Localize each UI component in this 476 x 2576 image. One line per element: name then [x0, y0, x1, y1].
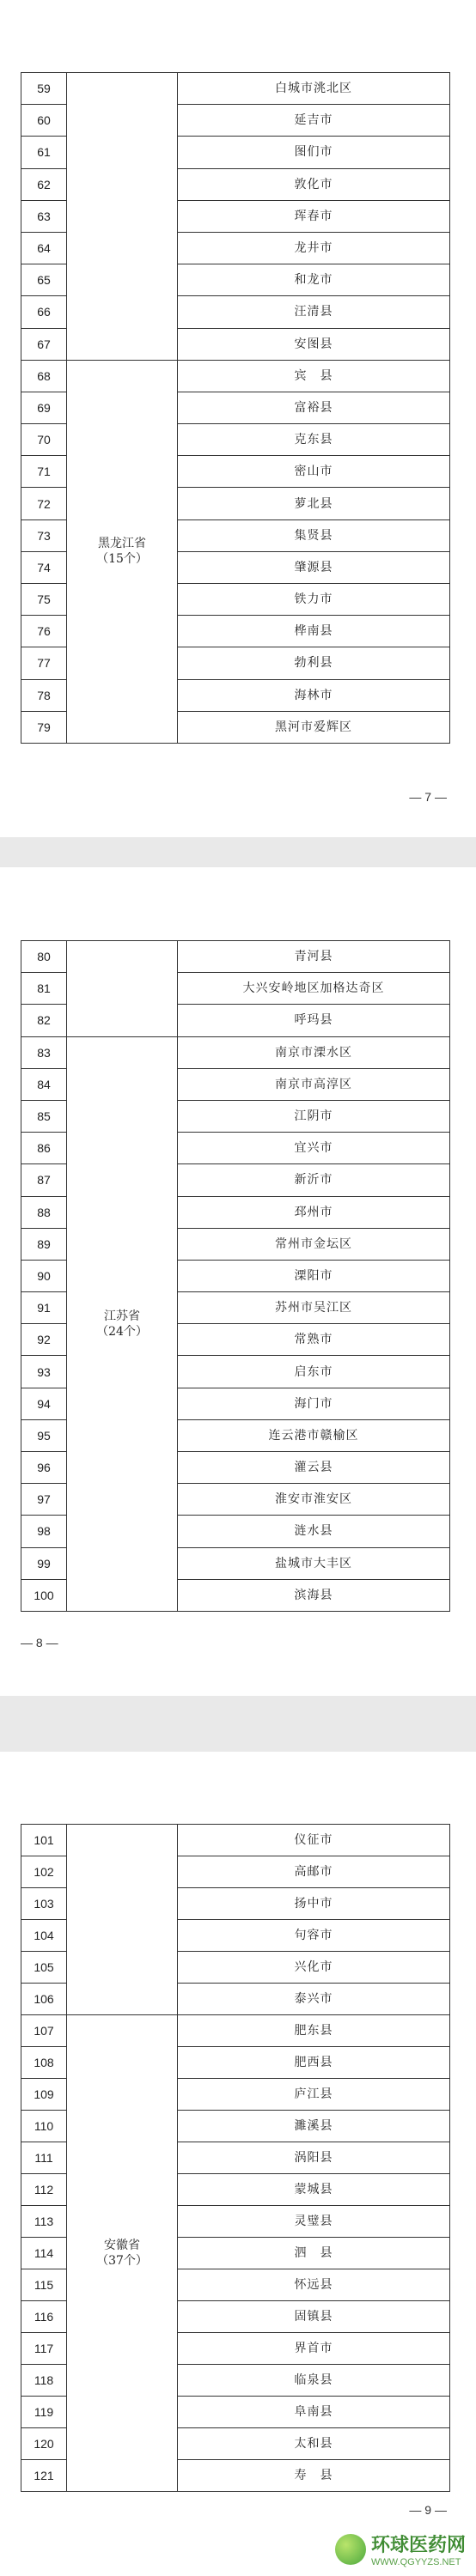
row-number: 59 — [21, 73, 67, 105]
row-number: 70 — [21, 424, 67, 456]
province-cell-prev — [67, 941, 178, 1037]
row-number: 74 — [21, 551, 67, 583]
row-number: 102 — [21, 1856, 67, 1888]
row-number: 84 — [21, 1068, 67, 1100]
site-watermark — [335, 2530, 466, 2567]
county-name: 常熟市 — [178, 1324, 450, 1356]
row-number: 89 — [21, 1228, 67, 1260]
county-name: 呼玛县 — [178, 1005, 450, 1036]
province-count: （15个） — [96, 552, 148, 567]
row-number: 60 — [21, 105, 67, 137]
county-name: 高邮市 — [178, 1856, 450, 1888]
county-name: 庐江县 — [178, 2079, 450, 2111]
row-number: 66 — [21, 296, 67, 328]
row-number: 98 — [21, 1516, 67, 1547]
row-number: 105 — [21, 1952, 67, 1984]
document-page-9 — [0, 1752, 476, 2576]
row-number: 112 — [21, 2174, 67, 2206]
county-name: 泗 县 — [178, 2238, 450, 2269]
row-number: 81 — [21, 973, 67, 1005]
row-number: 82 — [21, 1005, 67, 1036]
row-number: 107 — [21, 2015, 67, 2047]
county-name: 涡阳县 — [178, 2142, 450, 2174]
row-number: 68 — [21, 360, 67, 392]
county-name: 固镇县 — [178, 2301, 450, 2333]
county-table-page-9 — [21, 1824, 450, 2492]
row-number: 88 — [21, 1196, 67, 1228]
row-number: 75 — [21, 584, 67, 616]
row-number: 86 — [21, 1133, 67, 1164]
row-number: 120 — [21, 2428, 67, 2460]
row-number: 99 — [21, 1547, 67, 1579]
county-name: 蒙城县 — [178, 2174, 450, 2206]
row-number: 73 — [21, 519, 67, 551]
row-number: 63 — [21, 200, 67, 232]
county-name: 富裕县 — [178, 392, 450, 423]
row-number: 72 — [21, 488, 67, 519]
county-name: 桦南县 — [178, 616, 450, 647]
row-number: 61 — [21, 137, 67, 168]
row-number: 90 — [21, 1260, 67, 1291]
province-name: 江苏省 — [104, 1309, 140, 1323]
county-name: 白城市洮北区 — [178, 73, 450, 105]
county-name: 肥西县 — [178, 2047, 450, 2079]
county-name: 海门市 — [178, 1388, 450, 1419]
county-name: 苏州市吴江区 — [178, 1292, 450, 1324]
county-name: 和龙市 — [178, 264, 450, 296]
row-number: 100 — [21, 1579, 67, 1611]
county-name: 灌云县 — [178, 1452, 450, 1484]
row-number: 91 — [21, 1292, 67, 1324]
watermark-url: WWW.QGYYZS.NET — [370, 2557, 461, 2567]
row-number: 113 — [21, 2206, 67, 2238]
row-number: 95 — [21, 1419, 67, 1451]
row-number: 118 — [21, 2365, 67, 2397]
county-name: 江阴市 — [178, 1100, 450, 1132]
table-row — [21, 1825, 450, 1856]
county-name: 邳州市 — [178, 1196, 450, 1228]
county-name: 安图县 — [178, 328, 450, 360]
row-number: 116 — [21, 2301, 67, 2333]
document-page-8 — [0, 867, 476, 1696]
county-name: 汪清县 — [178, 296, 450, 328]
leaf-globe-icon — [335, 2534, 366, 2565]
county-name: 寿 县 — [178, 2460, 450, 2492]
province-cell-prev — [67, 1825, 178, 2015]
county-name: 滨海县 — [178, 1579, 450, 1611]
county-name: 阜南县 — [178, 2397, 450, 2428]
county-name: 黑河市爱辉区 — [178, 711, 450, 743]
county-name: 连云港市赣榆区 — [178, 1419, 450, 1451]
county-name: 萝北县 — [178, 488, 450, 519]
row-number: 114 — [21, 2238, 67, 2269]
table-row — [21, 1036, 450, 1068]
province-count: （24个） — [96, 1324, 148, 1339]
county-name: 界首市 — [178, 2333, 450, 2365]
row-number: 111 — [21, 2142, 67, 2174]
row-number: 104 — [21, 1920, 67, 1952]
page-number: — 8 — — [21, 1636, 58, 1649]
county-name: 宾 县 — [178, 360, 450, 392]
county-name: 海林市 — [178, 679, 450, 711]
county-name: 龙井市 — [178, 232, 450, 264]
county-name: 南京市高淳区 — [178, 1068, 450, 1100]
page-gap — [0, 1696, 476, 1752]
county-name: 青河县 — [178, 941, 450, 973]
table-row — [21, 2015, 450, 2047]
county-name: 怀远县 — [178, 2269, 450, 2301]
county-name: 兴化市 — [178, 1952, 450, 1984]
row-number: 87 — [21, 1164, 67, 1196]
row-number: 121 — [21, 2460, 67, 2492]
row-number: 64 — [21, 232, 67, 264]
county-name: 敦化市 — [178, 168, 450, 200]
county-name: 濉溪县 — [178, 2111, 450, 2142]
county-name: 扬中市 — [178, 1888, 450, 1920]
county-name: 宜兴市 — [178, 1133, 450, 1164]
county-name: 涟水县 — [178, 1516, 450, 1547]
row-number: 103 — [21, 1888, 67, 1920]
county-table-page-8 — [21, 940, 450, 1612]
row-number: 76 — [21, 616, 67, 647]
province-cell — [67, 360, 178, 743]
row-number: 106 — [21, 1984, 67, 2015]
province-name: 黑龙江省 — [98, 537, 146, 551]
row-number: 67 — [21, 328, 67, 360]
row-number: 93 — [21, 1356, 67, 1388]
row-number: 92 — [21, 1324, 67, 1356]
table-row — [21, 73, 450, 105]
row-number: 77 — [21, 647, 67, 679]
row-number: 94 — [21, 1388, 67, 1419]
county-name: 临泉县 — [178, 2365, 450, 2397]
page-gap — [0, 837, 476, 867]
county-name: 图们市 — [178, 137, 450, 168]
county-name: 珲春市 — [178, 200, 450, 232]
row-number: 108 — [21, 2047, 67, 2079]
row-number: 85 — [21, 1100, 67, 1132]
county-name: 句容市 — [178, 1920, 450, 1952]
row-number: 110 — [21, 2111, 67, 2142]
document-page-7 — [0, 0, 476, 837]
row-number: 119 — [21, 2397, 67, 2428]
row-number: 78 — [21, 679, 67, 711]
province-name: 安徽省 — [104, 2239, 140, 2252]
row-number: 69 — [21, 392, 67, 423]
county-name: 集贤县 — [178, 519, 450, 551]
table-row — [21, 360, 450, 392]
county-name: 新沂市 — [178, 1164, 450, 1196]
county-name: 克东县 — [178, 424, 450, 456]
county-table-page-7 — [21, 72, 450, 744]
row-number: 101 — [21, 1825, 67, 1856]
page-number: — 9 — — [409, 2503, 447, 2517]
county-name: 淮安市淮安区 — [178, 1484, 450, 1516]
county-name: 肇源县 — [178, 551, 450, 583]
county-name: 仪征市 — [178, 1825, 450, 1856]
county-name: 溧阳市 — [178, 1260, 450, 1291]
county-name: 盐城市大丰区 — [178, 1547, 450, 1579]
province-cell-prev — [67, 73, 178, 361]
county-name: 延吉市 — [178, 105, 450, 137]
county-name: 常州市金坛区 — [178, 1228, 450, 1260]
county-name: 铁力市 — [178, 584, 450, 616]
county-name: 大兴安岭地区加格达奇区 — [178, 973, 450, 1005]
row-number: 62 — [21, 168, 67, 200]
watermark-title: 环球医药网 — [370, 2535, 466, 2556]
row-number: 115 — [21, 2269, 67, 2301]
county-name: 肥东县 — [178, 2015, 450, 2047]
province-cell — [67, 1036, 178, 1611]
row-number: 117 — [21, 2333, 67, 2365]
row-number: 96 — [21, 1452, 67, 1484]
county-name: 泰兴市 — [178, 1984, 450, 2015]
county-name: 勃利县 — [178, 647, 450, 679]
county-name: 太和县 — [178, 2428, 450, 2460]
row-number: 109 — [21, 2079, 67, 2111]
row-number: 65 — [21, 264, 67, 296]
county-name: 南京市溧水区 — [178, 1036, 450, 1068]
county-name: 密山市 — [178, 456, 450, 488]
page-number: — 7 — — [409, 790, 447, 804]
province-cell — [67, 2015, 178, 2492]
county-name: 灵璧县 — [178, 2206, 450, 2238]
row-number: 83 — [21, 1036, 67, 1068]
county-name: 启东市 — [178, 1356, 450, 1388]
row-number: 97 — [21, 1484, 67, 1516]
province-count: （37个） — [96, 2254, 148, 2268]
row-number: 79 — [21, 711, 67, 743]
row-number: 80 — [21, 941, 67, 973]
row-number: 71 — [21, 456, 67, 488]
table-row — [21, 941, 450, 973]
